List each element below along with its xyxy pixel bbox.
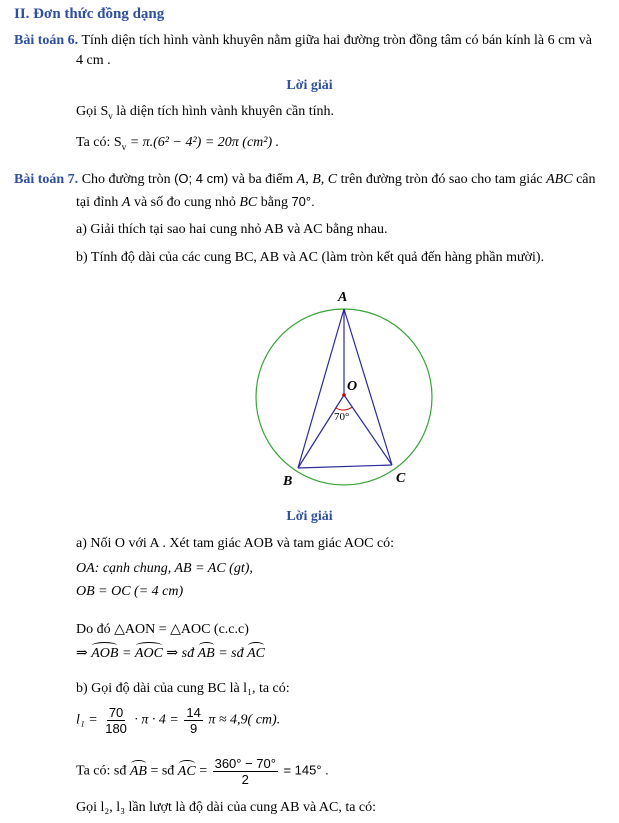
solution-6-line2-prefix: Ta có: S [76,135,122,150]
arc-ab: AB [197,646,215,661]
problem-6-text-2: 4 cm . [76,53,111,68]
solution-6-line2 [76,135,279,152]
problem-7-text2-a: tại đỉnh [76,195,119,210]
problem-7-points: A, B, C [296,172,338,187]
solution-6-heading: Lời giải [286,78,333,93]
problem-7-text-b: và ba điểm [231,172,294,187]
fraction-1-denominator: 180 [105,721,127,736]
problem-7-line1 [14,171,596,188]
problem-7-text2-b: và số đo cung nhỏ [133,195,236,210]
segment-bc [298,465,392,468]
c-prefix: Ta có: sđ [76,763,127,779]
b-mid: · π · 4 = [134,712,179,728]
fraction-1-numerator: 70 [108,705,124,720]
solution-7-b-formula [76,705,280,736]
angle-arc [336,407,352,410]
fraction-2-denominator: 9 [190,721,198,736]
problem-7-part-b: b) Tính độ dài của các cung BC, AB và AC (làm tròn kết quả đến hàng phần mười). [76,250,545,265]
b-l1: l₁ = [76,712,98,728]
solution-7-last-line: Gọi l₂, l₃ lần lượt là độ dài của cung AB và AC, ta có: [76,800,377,815]
solution-7-c-formula [76,756,329,787]
segment-ob [298,395,344,468]
center-point [342,393,346,397]
fraction-3-denominator: 2 [241,772,249,787]
problem-7-part-a: a) Giải thích tại sao hai cung nhỏ AB và AC bằng nhau. [76,222,388,237]
arc-aob: AOB [91,646,119,661]
fraction-70-180 [103,705,129,736]
label-b: B [283,474,293,489]
fraction-3-numerator: 360° − 70° [214,756,276,771]
solution-7-heading: Lời giải [286,509,333,524]
c-eq2: = [199,763,208,779]
solution-6-line1-rest: là diện tích hình vành khuyên cần tính. [116,104,335,119]
solution-7-a-line5 [76,645,265,662]
segment-ab [298,309,344,468]
problem-6-label: Bài toán 6. [14,33,79,48]
solution-6-formula: = π.(6² − 4²) = 20π (cm²) . [129,135,280,150]
solution-7-a-line3: OB = OC (= 4 cm) [76,584,184,599]
a5-implies: ⇒ [76,646,88,661]
solution-7-a-line4: Do đó △AON = △AOC (c.c.c) [76,622,249,637]
arc-ac: AC [247,646,265,661]
solution-6-line1-text: Gọi S [76,104,109,119]
fraction-angle [213,756,278,787]
problem-7-label: Bài toán 7. [14,172,79,187]
a5-eq1: = [121,646,132,661]
problem-7-circle: (O; 4 cm) [174,171,229,186]
solution-6-line2-sub: v [121,141,127,152]
problem-7-text-c: trên đường tròn đó sao cho tam giác [340,172,543,187]
problem-7-text2-c: bằng [260,195,288,210]
solution-6-sub: v [108,110,113,121]
circle-figure [250,282,440,492]
a5-impl: ⇒ sđ [166,646,195,661]
solution-7-a-line1: a) Nối O với A . Xét tam giác AOB và tam giác AOC có: [76,536,395,551]
problem-7-text-a: Cho đường tròn [81,172,171,187]
solution-7-a-line2: OA: cạnh chung, AB = AC (gt), [76,561,253,576]
arc-aoc: AOC [134,646,163,661]
b-result: π ≈ 4,9( cm). [208,712,281,728]
a5-eq2: = sđ [218,646,244,661]
label-c: C [396,471,406,486]
label-o: O [347,379,358,394]
fraction-2-numerator: 14 [186,705,201,720]
c-arc-ab: AB [129,763,147,779]
label-a: A [338,290,348,305]
c-result: = 145° . [283,762,329,778]
c-eq: = sđ [150,763,175,779]
solution-7-b-line1: b) Gọi độ dài của cung BC là l₁, ta có: [76,681,290,696]
problem-7-angle: 70°. [291,194,315,209]
problem-6-line1 [14,33,592,49]
problem-7-text-d: cân [576,172,596,187]
c-arc-ac: AC [177,763,196,779]
section-title: II. Đơn thức đồng dạng [14,6,165,22]
problem-7-line2 [76,194,315,211]
fraction-14-9 [184,705,202,736]
solution-6-line1 [76,104,334,121]
label-angle: 70° [334,411,350,423]
problem-7-arc-bc: BC [239,195,258,210]
problem-7-triangle: ABC [546,172,573,187]
segment-oc [344,395,392,465]
problem-7-vertex: A [121,195,131,210]
problem-6-text-1: Tính diện tích hình vành khuyên nằm giữa hai đường tròn đồng tâm có bán kính là 6 cm và [81,33,592,48]
